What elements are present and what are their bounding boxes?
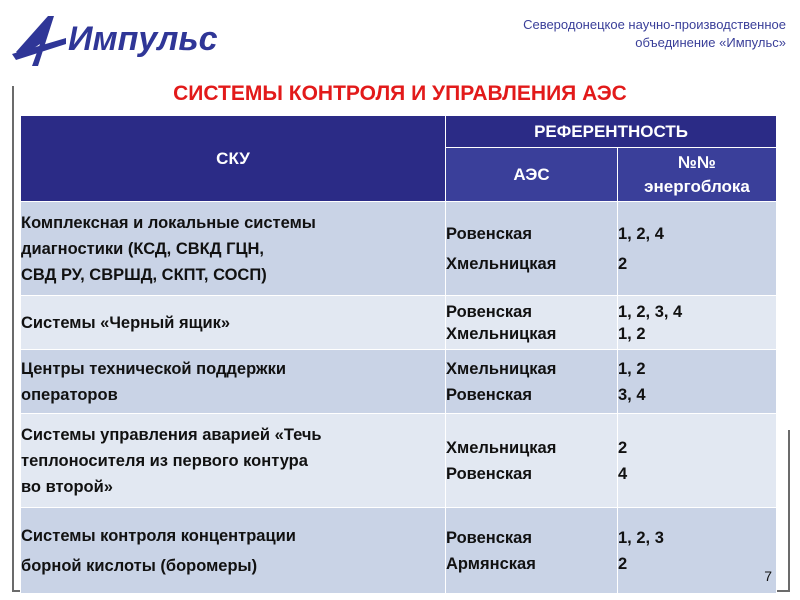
aes-name: Ровенская — [446, 464, 532, 483]
unit-numbers: 1, 2, 3 — [618, 528, 664, 547]
unit-numbers: 2 — [618, 554, 628, 573]
system-cell — [21, 508, 446, 594]
aes-name: Ровенская — [446, 224, 532, 243]
system-cell — [21, 350, 446, 414]
table-row — [21, 350, 777, 414]
unit-numbers: 1, 2, 4 — [618, 224, 664, 243]
table-row — [21, 508, 777, 594]
page-number: 7 — [764, 568, 772, 584]
system-line: Системы контроля концентрации — [21, 526, 296, 545]
aes-name: Хмельницкая — [446, 254, 557, 273]
table-row — [21, 296, 777, 350]
aes-cell — [446, 414, 618, 508]
aes-name: Хмельницкая — [446, 438, 557, 457]
table-row — [21, 414, 777, 508]
logo-text: Импульс — [68, 20, 218, 58]
unit-numbers: 2 — [618, 438, 628, 457]
aes-name: Ровенская — [446, 528, 532, 547]
aes-name: Ровенская — [446, 302, 532, 321]
table-row — [21, 202, 777, 296]
header-units — [618, 148, 777, 202]
aes-name: Ровенская — [446, 385, 532, 404]
units-cell — [618, 296, 777, 350]
unit-numbers: 3, 4 — [618, 385, 646, 404]
system-line: теплоносителя из первого контура — [21, 451, 308, 470]
units-cell — [618, 508, 777, 594]
systems-table — [20, 115, 777, 594]
system-line: Комплексная и локальные системы — [21, 213, 316, 232]
aes-cell — [446, 202, 618, 296]
unit-numbers: 2 — [618, 254, 628, 273]
aes-name: Хмельницкая — [446, 359, 557, 378]
system-cell — [21, 202, 446, 296]
frame-left-line — [12, 86, 14, 592]
system-line: борной кислоты (боромеры) — [21, 556, 258, 575]
aes-cell — [446, 508, 618, 594]
aes-name: Хмельницкая — [446, 324, 557, 343]
units-cell — [618, 350, 777, 414]
aes-cell — [446, 350, 618, 414]
system-line: во второй» — [21, 477, 113, 496]
header-reference: РЕФЕРЕНТНОСТЬ — [446, 116, 777, 148]
system-line: Системы управления аварией «Течь — [21, 425, 322, 444]
org-line-2: объединение «Импульс» — [635, 35, 786, 50]
frame-right-line — [788, 430, 790, 592]
system-cell — [21, 414, 446, 508]
system-line: Системы «Черный ящик» — [21, 313, 231, 332]
page-title: СИСТЕМЫ КОНТРОЛЯ И УПРАВЛЕНИЯ АЭС — [173, 82, 627, 105]
unit-numbers: 1, 2 — [618, 359, 646, 378]
header-units-line-2: энергоблока — [644, 176, 750, 196]
header-sku: СКУ — [21, 116, 446, 202]
unit-numbers: 1, 2, 3, 4 — [618, 302, 683, 321]
system-line: Центры технической поддержки — [21, 359, 287, 378]
header-aes: АЭС — [446, 148, 618, 202]
aes-name: Армянская — [446, 554, 536, 573]
organization-name — [456, 16, 786, 52]
header-units-line-1: №№ — [678, 152, 716, 172]
units-cell — [618, 414, 777, 508]
system-line: диагностики (КСД, СВКД ГЦН, — [21, 239, 264, 258]
system-cell — [21, 296, 446, 350]
units-cell — [618, 202, 777, 296]
system-line: операторов — [21, 385, 118, 404]
org-line-1: Северодонецкое научно-производственное — [523, 17, 786, 32]
unit-numbers: 4 — [618, 464, 628, 483]
unit-numbers: 1, 2 — [618, 324, 646, 343]
aes-cell — [446, 296, 618, 350]
impuls-logo — [8, 8, 228, 78]
system-line: СВД РУ, СВРШД, СКПТ, СОСП) — [21, 265, 267, 284]
